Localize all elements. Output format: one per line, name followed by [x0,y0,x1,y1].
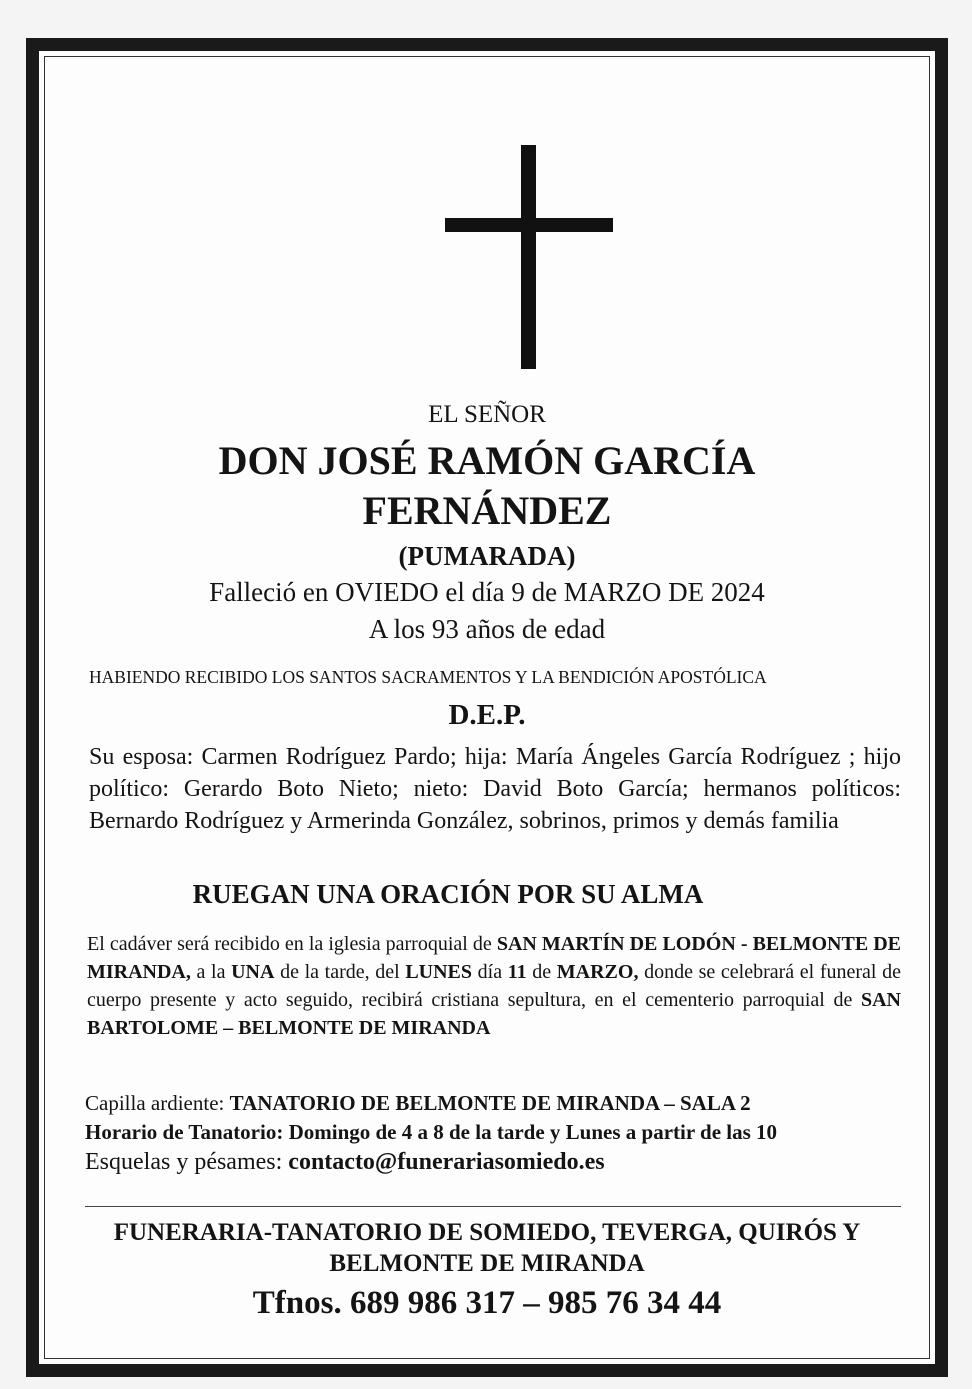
deceased-name-line2: FERNÁNDEZ [362,488,612,533]
deceased-name-line1: DON JOSÉ RAMÓN GARCÍA [218,438,756,483]
cross-icon [445,145,613,369]
family-paragraph: Su esposa: Carmen Rodríguez Pardo; hija: María Ángeles García Rodríguez ; hijo político: Gerardo Boto Nieto; nieto: David Boto García; hermanos políticos: Bernardo Rodríguez y Armerinda González, sobrinos, primos y demás familia [89,744,901,834]
notice-paper [39,51,935,1364]
wake-hours-line: Horario de Tanatorio: Domingo de 4 a 8 de la tarde y Lunes a partir de las 10 [85,1120,778,1144]
funeral-month: MARZO, [556,961,639,983]
footer-divider [85,1206,901,1207]
chapel-value: TANATORIO DE BELMONTE DE MIRANDA – SALA 2 [229,1091,751,1115]
funeral-hour: UNA [231,961,275,983]
title-prefix: EL SEÑOR [428,401,546,428]
funeral-home-line1: FUNERARIA-TANATORIO DE SOMIEDO, TEVERGA, QUIRÓS Y [113,1219,861,1246]
cemetery-name: SAN BARTOLOME – BELMONTE DE MIRANDA [87,989,901,1039]
age-at-death: A los 93 años de edad [368,614,606,644]
death-date: Falleció en OVIEDO el día 9 de MARZO DE 2024 [209,577,765,607]
deceased-nickname: (PUMARADA) [398,541,576,571]
contact-line: Esquelas y pésames: contacto@funerariasomiedo.es [85,1149,605,1175]
mourning-border [26,38,948,1377]
chapel-line: Capilla ardiente: TANATORIO DE BELMONTE DE MIRANDA – SALA 2 [85,1091,751,1115]
notice-frame [44,56,930,1359]
funeral-home-line2: BELMONTE DE MIRANDA [329,1250,645,1277]
funeral-paragraph: El cadáver será recibido en la iglesia parroquial de SAN MARTÍN DE LODÓN - BELMONTE DE MIRANDA, a la UNA de la tarde, del LUNES día 11 de MARZO, donde se celebrará el funeral de cuerpo presente y acto seguido, recibirá cristiana sepultura, en el cementerio parroquial de SAN BARTOLOME – BELMONTE DE MIRANDA [87,933,902,1039]
sacraments-line: HABIENDO RECIBIDO LOS SANTOS SACRAMENTOS Y LA BENDICIÓN APOSTÓLICA [89,667,767,687]
church-name: SAN MARTÍN DE LODÓN - BELMONTE DE MIRANDA, [87,933,902,983]
dep-heading: D.E.P. [448,699,526,731]
contact-email: contacto@funerariasomiedo.es [288,1149,605,1175]
funeral-weekday: LUNES [405,961,473,983]
funeral-day: 11 [507,961,527,983]
phone-numbers: Tfnos. 689 986 317 – 985 76 34 44 [252,1285,722,1321]
prayer-heading: RUEGAN UNA ORACIÓN POR SU ALMA [192,879,704,909]
